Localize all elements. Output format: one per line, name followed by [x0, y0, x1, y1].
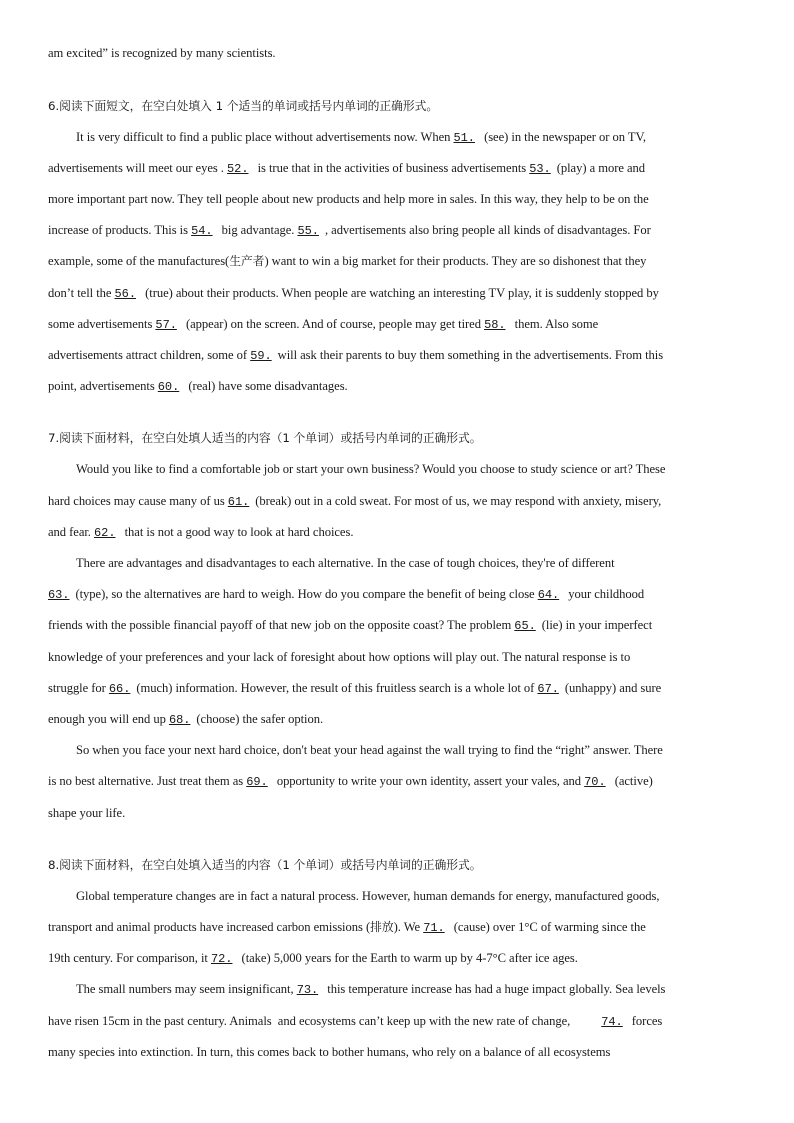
text-line: [48, 315, 748, 334]
text-line: [48, 616, 748, 635]
line-text: forces: [628, 1014, 663, 1028]
text-line: [76, 128, 748, 147]
line-text: (lie) in your imperfect: [541, 618, 653, 632]
blank-65[interactable]: 65.: [514, 619, 536, 633]
text-line: [76, 460, 748, 478]
blank-60[interactable]: 60.: [157, 380, 180, 394]
line-text: (type), so the alternatives are hard to weigh. How do you compare the benefit of being close: [75, 587, 538, 601]
line-text: (real) have some disadvantages.: [185, 379, 348, 393]
blank-56[interactable]: 56.: [114, 287, 136, 301]
line-text: (play) a more and: [556, 161, 646, 175]
line-text: (take) 5,000 years for the Earth to warm up by 4-7°C after ice ages.: [238, 951, 578, 965]
line-text: point, advertisements: [48, 379, 158, 393]
line-text: and fear.: [48, 525, 95, 539]
text-line: [48, 648, 748, 666]
heading-text: 6.阅读下面短文，在空白处填入 1 个适当的单词或括号内单词的正确形式。: [48, 99, 439, 113]
text-line: [76, 980, 748, 999]
line-text: is no best alternative. Just treat them as: [48, 774, 247, 788]
line-text: some advertisements: [48, 317, 156, 331]
blank-58[interactable]: 58.: [484, 318, 506, 332]
line-text: that is not a good way to look at hard choices.: [121, 525, 354, 539]
line-text: (break) out in a cold sweat. For most of us, we may respond with anxiety, misery,: [255, 494, 662, 508]
line-text: transport and animal products have increased carbon emissions (: [48, 920, 371, 934]
line-text: ). We: [393, 920, 424, 934]
cjk-gloss: 排放: [370, 920, 394, 934]
blank-73[interactable]: 73.: [296, 983, 319, 997]
line-text: 19th century. For comparison, it: [48, 951, 211, 965]
text-line: [48, 284, 748, 303]
text-line: [48, 585, 748, 604]
blank-53[interactable]: 53.: [529, 162, 551, 176]
line-text: shape your life.: [48, 806, 126, 820]
line-text: , advertisements also bring people all kinds of disadvantages. For: [324, 223, 651, 237]
blank-54[interactable]: 54.: [191, 224, 213, 238]
line-text: The small numbers may seem insignificant,: [76, 982, 297, 996]
text-line: [48, 772, 748, 791]
heading-text: 7.阅读下面材料，在空白处填人适当的内容（1 个单词）或括号内单词的正确形式。: [48, 431, 482, 445]
line-text: am excited” is recognized by many scientists.: [48, 46, 276, 60]
line-text: It is very difficult to find a public place without advertisements now. When: [76, 130, 454, 144]
text-line: [48, 377, 748, 396]
blank-62[interactable]: 62.: [94, 526, 116, 540]
text-line: [48, 1043, 748, 1061]
line-text: enough you will end up: [48, 712, 169, 726]
text-line: [48, 44, 748, 62]
line-text: many species into extinction. In turn, this comes back to bother humans, who rely on a balance of all ecosystems: [48, 1045, 611, 1059]
line-text: (appear) on the screen. And of course, people may get tired: [182, 317, 485, 331]
heading-text: 8.阅读下面材料，在空白处填入适当的内容（1 个单词）或括号内单词的正确形式。: [48, 858, 482, 872]
section-8-heading: [48, 856, 748, 874]
line-text: knowledge of your preferences and your lack of foresight about how options will play out. The natural response is to: [48, 650, 631, 664]
cjk-gloss: 生产者: [229, 254, 265, 268]
line-text: advertisements attract children, some of: [48, 348, 251, 362]
blank-74[interactable]: 74.: [601, 1015, 623, 1029]
line-text: struggle for: [48, 681, 109, 695]
blank-52[interactable]: 52.: [227, 162, 249, 176]
line-text: (choose) the safer option.: [196, 712, 324, 726]
line-text: friends with the possible financial payoff of that new job on the opposite coast? The problem: [48, 618, 515, 632]
line-text: opportunity to write your own identity, assert your vales, and: [273, 774, 585, 788]
text-line: [48, 221, 748, 240]
line-text: Global temperature changes are in fact a natural process. However, human demands for energy, manufactured goods,: [76, 889, 660, 903]
line-text: Would you like to find a comfortable job or start your own business? Would you choose to study science or art? These: [76, 462, 666, 476]
line-text: have risen 15cm in the past century. Animals and ecosystems can’t keep up with the new rate of change,: [48, 1014, 602, 1028]
line-text: (active): [611, 774, 653, 788]
line-text: (unhappy) and sure: [564, 681, 662, 695]
section-6-heading: [48, 97, 748, 115]
text-line: [48, 710, 748, 729]
line-text: ) want to win a big market for their products. They are so dishonest that they: [264, 254, 647, 268]
line-text: (much) information. However, the result of this fruitless search is a whole lot of: [136, 681, 538, 695]
text-line: [48, 679, 748, 698]
line-text: this temperature increase has had a huge impact globally. Sea levels: [324, 982, 666, 996]
blank-57[interactable]: 57.: [155, 318, 177, 332]
text-line: [48, 804, 748, 822]
text-line: [76, 741, 748, 759]
text-line: [48, 918, 748, 937]
line-text: (see) in the newspaper or on TV,: [480, 130, 647, 144]
blank-55[interactable]: 55.: [297, 224, 319, 238]
text-line: [76, 554, 748, 572]
blank-61[interactable]: 61.: [227, 495, 250, 509]
line-text: big advantage.: [218, 223, 298, 237]
line-text: more important part now. They tell people about new products and help more in sales. In this way, they help to be on the: [48, 192, 649, 206]
blank-66[interactable]: 66.: [108, 682, 131, 696]
line-text: increase of products. This is: [48, 223, 192, 237]
line-text: (cause) over 1°C of warming since the: [450, 920, 646, 934]
blank-68[interactable]: 68.: [168, 713, 191, 727]
blank-70[interactable]: 70.: [584, 775, 606, 789]
line-text: is true that in the activities of business advertisements: [254, 161, 530, 175]
line-text: There are advantages and disadvantages to each alternative. In the case of tough choices, they're of different: [76, 556, 615, 570]
blank-64[interactable]: 64.: [537, 588, 560, 602]
blank-67[interactable]: 67.: [537, 682, 559, 696]
line-text: So when you face your next hard choice, don't beat your head against the wall trying to find the “right” answer. There: [76, 743, 663, 757]
blank-71[interactable]: 71.: [423, 921, 445, 935]
blank-59[interactable]: 59.: [250, 349, 272, 363]
text-line: [48, 252, 748, 270]
text-line: [48, 523, 748, 542]
blank-51[interactable]: 51.: [453, 131, 475, 145]
blank-72[interactable]: 72.: [210, 952, 233, 966]
line-text: will ask their parents to buy them something in the advertisements. From this: [277, 348, 664, 362]
line-text: your childhood: [565, 587, 645, 601]
line-text: advertisements will meet our eyes .: [48, 161, 228, 175]
section-7-heading: [48, 429, 748, 447]
line-text: hard choices may cause many of us: [48, 494, 228, 508]
line-text: them. Also some: [511, 317, 599, 331]
text-line: [48, 949, 748, 968]
text-line: [48, 492, 748, 511]
line-text: example, some of the manufactures(: [48, 254, 230, 268]
text-line: [48, 346, 748, 365]
text-line: [48, 1012, 748, 1031]
line-text: (true) about their products. When people are watching an interesting TV play, it is suddenly stopped by: [142, 286, 659, 300]
line-text: don’t tell the: [48, 286, 115, 300]
blank-69[interactable]: 69.: [246, 775, 268, 789]
text-line: [48, 190, 748, 208]
text-line: [48, 159, 748, 178]
text-line: [76, 887, 748, 905]
blank-63[interactable]: 63.: [48, 588, 70, 602]
